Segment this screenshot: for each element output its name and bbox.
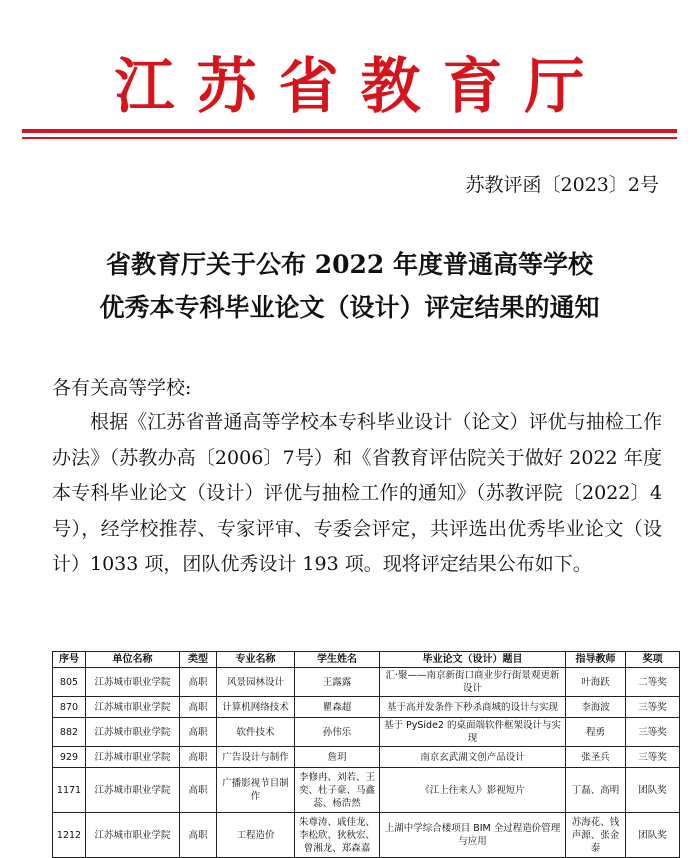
cell-unit: 江苏城市职业学院 [86, 668, 180, 697]
cell-type: 高职 [180, 813, 217, 858]
table-row [53, 768, 680, 813]
cell-advisor: 李海波 [566, 697, 626, 718]
cell-index: 870 [53, 697, 86, 718]
cell-unit: 江苏城市职业学院 [86, 718, 180, 747]
table-row [53, 697, 680, 718]
results-table [52, 651, 680, 858]
cell-student: 詹玥 [295, 747, 380, 768]
cell-student: 李修冉、刘若、王奕、杜子豪、马鑫蕊、杨浩然 [295, 768, 380, 813]
cell-type: 高职 [180, 747, 217, 768]
masthead-rule-thin [22, 137, 677, 139]
cell-student: 朱尊涛、戚佳龙、李松欣、狄秋宏、曾湘龙、郑森嘉 [295, 813, 380, 858]
cell-major: 广播影视节目制作 [217, 768, 295, 813]
cell-award: 团队奖 [626, 813, 680, 858]
masthead-rule-thick [22, 129, 677, 133]
document-title-line-2: 优秀本专科毕业论文（设计）评定结果的通知 [99, 293, 600, 322]
header-unit: 单位名称 [86, 652, 180, 668]
cell-advisor: 丁磊、高明 [566, 768, 626, 813]
header-student: 学生姓名 [295, 652, 380, 668]
header-index: 序号 [53, 652, 86, 668]
cell-thesis-title: 基于高并发条件下秒杀商城的设计与实现 [380, 697, 566, 718]
cell-thesis-title: 《江上往来人》影视短片 [380, 768, 566, 813]
table-row [53, 718, 680, 747]
cell-major: 广告设计与制作 [217, 747, 295, 768]
body-paragraph: 根据《江苏省普通高等学校本专科毕业设计（论文）评优与抽检工作办法》（苏教办高〔2006〕7号）和《省教育评估院关于做好 2022 年度本专科毕业论文（设计）评优与抽检工作的通知》（苏教评院〔2022〕4号），经学校推荐、专家评审、专委会评定，共评选出优秀毕业论文（设计）1033 项，团队优秀设计 193 项。现将评定结果公布如下。 [52, 411, 662, 575]
cell-award: 二等奖 [626, 668, 680, 697]
cell-type: 高职 [180, 697, 217, 718]
cell-advisor: 苏海花、钱声源、张金泰 [566, 813, 626, 858]
cell-type: 高职 [180, 768, 217, 813]
cell-student: 王露露 [295, 668, 380, 697]
header-thesis-title: 毕业论文（设计）题目 [380, 652, 566, 668]
cell-award: 三等奖 [626, 747, 680, 768]
cell-thesis-title: 汇·聚——南京新街口商业步行街景观更新设计 [380, 668, 566, 697]
cell-unit: 江苏城市职业学院 [86, 768, 180, 813]
cell-major: 计算机网络技术 [217, 697, 295, 718]
cell-index: 929 [53, 747, 86, 768]
cell-index: 1212 [53, 813, 86, 858]
header-award: 奖项 [626, 652, 680, 668]
header-type: 类型 [180, 652, 217, 668]
cell-thesis-title: 南京玄武湖文创产品设计 [380, 747, 566, 768]
document-number: 苏教评函〔2023〕2号 [465, 174, 659, 196]
cell-major: 风景园林设计 [217, 668, 295, 697]
cell-unit: 江苏城市职业学院 [86, 747, 180, 768]
header-major: 专业名称 [217, 652, 295, 668]
cell-unit: 江苏城市职业学院 [86, 813, 180, 858]
table-row [53, 668, 680, 697]
cell-type: 高职 [180, 718, 217, 747]
cell-major: 软件技术 [217, 718, 295, 747]
cell-thesis-title: 基于 PySide2 的桌面端软件框架设计与实现 [380, 718, 566, 747]
header-advisor: 指导教师 [566, 652, 626, 668]
document-title-line-1: 省教育厅关于公布 2022 年度普通高等学校 [106, 250, 593, 279]
cell-advisor: 程勇 [566, 718, 626, 747]
cell-index: 805 [53, 668, 86, 697]
cell-award: 团队奖 [626, 768, 680, 813]
cell-type: 高职 [180, 668, 217, 697]
cell-award: 三等奖 [626, 697, 680, 718]
masthead-org-name: 江苏省教育厅 [114, 52, 607, 122]
cell-award: 三等奖 [626, 718, 680, 747]
cell-student: 瞿森超 [295, 697, 380, 718]
cell-advisor: 张圣兵 [566, 747, 626, 768]
cell-unit: 江苏城市职业学院 [86, 697, 180, 718]
table-row [53, 813, 680, 858]
cell-major: 工程造价 [217, 813, 295, 858]
salutation: 各有关高等学校: [52, 377, 192, 399]
cell-index: 882 [53, 718, 86, 747]
cell-student: 孙伟乐 [295, 718, 380, 747]
table-row [53, 747, 680, 768]
cell-advisor: 叶海跃 [566, 668, 626, 697]
cell-index: 1171 [53, 768, 86, 813]
table-header-row [53, 652, 680, 668]
cell-thesis-title: 上湖中学综合楼项目 BIM 全过程造价管理与应用 [380, 813, 566, 858]
